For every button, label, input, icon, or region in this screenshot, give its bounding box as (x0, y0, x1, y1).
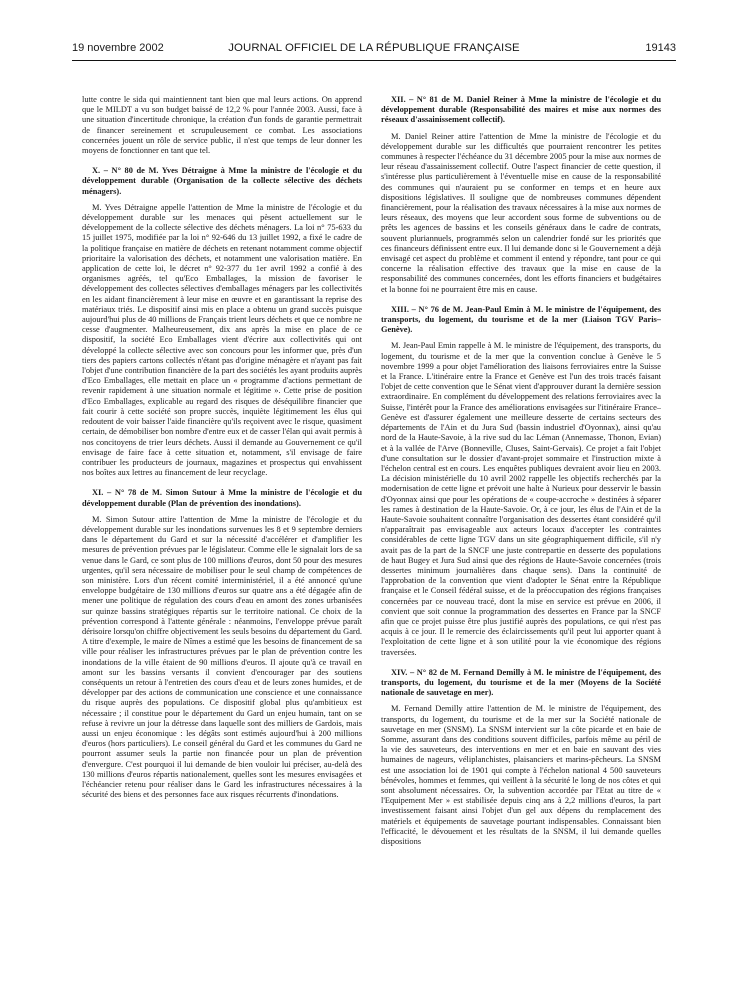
header-title: JOURNAL OFFICIEL DE LA RÉPUBLIQUE FRANÇAISE (228, 42, 520, 54)
question-81-heading: XII. – N° 81 de M. Daniel Reiner à Mme la ministre de l'écologie et du développement durable (Responsabilité des maires et mise aux normes des réseaux d'assainissement collectif). (381, 95, 661, 125)
question-81-text: M. Daniel Reiner attire l'attention de Mme la ministre de l'écologie et du développement durable sur les difficultés que pourraient rencontrer les petites communes à respecter l'échéance du 31 décembre 2005 pour la mise aux normes de leur réseau d'assainissement collectif. Outre l'aspect financier de cette question, il s'intéresse plus particulièrement à l'éventuelle mise en cause de la responsabilité des communes qui n'auraient pu se conformer en temps et en heure aux dispositions législatives. Il souligne que de nombreuses communes dépendent financièrement, pour la réalisation des travaux nécessaires à la mise aux normes de leurs réseaux, des moyens que leur accordent sous forme de subventions ou de prêts les agences de bassins et les conseils généraux dans le cadre de contrats, souvent pluriannuels, programmés selon un calendrier fondé sur les priorités que ces financeurs définissent entre eux. Il lui demande donc si le Gouvernement a déjà envisagé cet aspect du problème et comment il entend y répondre, tant pour ce qui concerne la réalisation effective des travaux que la mise en cause de la responsabilité des communes concernées, dont les efforts financiers et budgétaires et la bonne foi ne pourraient être mis en cause. (381, 131, 661, 294)
left-column (82, 95, 362, 800)
continued-paragraph: lutte contre le sida qui maintiennent tant bien que mal leurs actions. On apprend que le MILDT a vu son budget baissé de 12,2 % pour l'année 2003. Aussi, face à une situation d'incertitude chronique, la création d'un fonds de garantie permettrait de financer sereinement et scrupuleusement ce combat. Les associations concernées jouent un rôle de service public, il n'est que temps de leur donner les moyens de fonctionner en tant que tel. (82, 95, 362, 156)
question-82-text: M. Fernand Demilly attire l'attention de M. le ministre de l'équipement, des transports, du logement, du tourisme et de la mer sur la Société nationale de sauvetage en mer (SNSM). La SNSM intervient sur la côte picarde et en baie de Somme, assurant dans des conditions souvent difficiles, parfois même au péril de la vie des sauveteurs, des interventions en mer et en baie en sauvant des vies humaines de nageurs, véliplanchistes, plaisanciers et marins-pêcheurs. La SNSM est une association loi de 1901 qui compte à l'échelon national 4 500 sauveteurs bénévoles, hommes et femmes, qui veillent à la sécurité le long de nos côtes et qui sont absolument nécessaires. Or, la subvention accordée par l'Etat au titre de « l'Equipement Mer » est stabilisée depuis cinq ans à 2,2 millions d'euros, la part investissement faisant ainsi l'objet d'un gel aux dépens du remplacement des matériels et équipements de sauvetage pourtant indispensables. Connaissant bien l'efficacité, le dévouement et les résultats de la SNSM, il lui demande quelles dispositions (381, 704, 661, 847)
question-78-heading: XI. – N° 78 de M. Simon Sutour à Mme la ministre de l'écologie et du développement durable (Plan de prévention des inondations). (82, 488, 362, 508)
header-date: 19 novembre 2002 (72, 42, 164, 54)
question-76-heading: XIII. – N° 76 de M. Jean-Paul Emin à M. le ministre de l'équipement, des transports, du logement, du tourisme et de la mer (Liaison TGV Paris–Genève). (381, 304, 661, 335)
question-82-heading: XIV. – N° 82 de M. Fernand Demilly à M. le ministre de l'équipement, des transports, du logement, du tourisme et de la mer (Moyens de la Société nationale de sauvetage en mer). (381, 667, 661, 698)
question-80-text: M. Yves Détraigne appelle l'attention de Mme la ministre de l'écologie et du développement durable sur les menaces qui pèsent actuellement sur le développement de la collecte sélective des déchets ménagers. La loi n° 75-633 du 15 juillet 1975, modifiée par la loi n° 92-646 du 13 juillet 1992, a fixé le cadre de la politique française en matière de déchets en retenant notamment comme objectif prioritaire la valorisation des déchets, et notamment une valorisation matière. En application de cette loi, le décret n° 92-377 du 1er avril 1992 a confié à des organismes agréés, tel qu'Eco Emballages, la mission de favoriser le développement des collectes sélectives d'emballages ménagers par les collectivités en les aidant financièrement à leur mise en œuvre et en garantissant la reprise des matériaux triés. Le dispositif ainsi mis en place a obtenu un grand succès puisque aujourd'hui plus de 40 millions de Français trient leurs déchets et que ce nombre ne cesse d'augmenter. Malheureusement, dix ans après la mise en place de ce dispositif, la société Eco Emballages vient d'écrire aux collectivités qui ont développé la collecte sélective avec son concours pour les informer que, près d'un tiers des papiers cartons collectés n'étant pas d'origine ménagère et n'ayant pas fait l'objet d'une contribution financière de la part des sociétés les ayant produits auprès d'Eco Emballages, elle mettait en place un « programme d'actions permettant de revenir rapidement à une situation normale et légitime ». Cette prise de position d'Eco Emballages, explicable au regard des risques de déséquilibre financier que fait courir à cette société son propre succès, inquiète légitimement les élus qui redoutent de voir baisser l'aide financière qu'ils reçoivent avec le risque, quasiment certain, de démobiliser bon nombre d'entre eux et de casser l'élan qui avait permis à nos concitoyens de trier leurs déchets. Aussi il demande au Gouvernement ce qu'il envisage de faire face à cette situation et, notamment, s'il envisage de faire contribuer les producteurs de journaux, magazines et prospectus qui envahissent nos boîtes aux lettres au financement de leur recyclage. (82, 202, 362, 478)
header-page-number: 19143 (645, 42, 676, 54)
question-80-heading: X. – N° 80 de M. Yves Détraigne à Mme la ministre de l'écologie et du développement durable (Organisation de la collecte sélective des déchets ménagers). (82, 166, 362, 196)
question-76-text: M. Jean-Paul Emin rappelle à M. le ministre de l'équipement, des transports, du logement, du tourisme et de la mer que la convention conclue à Genève le 5 novembre 1999 a pour objet l'amélioration des liaisons ferroviaires entre la Suisse et la France. L'itinéraire entre la France et Genève est l'un des trois tracés faisant l'objet de cette convention que le Sénat vient d'approuver durant la dernière session extraordinaire. En complément du développement des relations ferroviaires avec la Suisse, l'intérêt pour la France des améliorations envisagées sur l'itinéraire France–Genève est d'assurer également une meilleure desserte de certains secteurs des départements de l'Ain et du Jura Sud (bassin industriel d'Oyonnax), ainsi qu'au nord de la Haute-Savoie, à la rive sud du lac Léman (Annemasse, Thonon, Evian) et à la vallée de l'Arve (Bonneville, Cluses, Saint-Gervais). Ce projet a fait l'objet d'une consultation sur le dossier d'avant-projet sommaire et l'instruction mixte à l'échelon central est en cours. Les enquêtes publiques devraient avoir lieu en 2003. La décision ministérielle du 10 avril 2002 rappelle les objectifs recherchés par la modernisation de cette ligne et prévoit une halte à Nurieux pour desservir le bassin d'Oyonnax ainsi que pour les opérations de « coupe-accroche » destinées à séparer les rames à destination de la Haute-Savoie. Or, à ce jour, les élus de l'Ain et de la Haute-Savoie souhaitent connaître l'organisation des dessertes étant considéré qu'il n'apparaîtrait pas envisageable aux acteurs locaux d'accepter les contraintes considérables de cette ligne TGV dans un site géographiquement difficile, s'il n'y avait pas de la part de la SNCF une juste contrepartie en desserte des populations de haut Bugey et Jura Sud ainsi que des régions de Haute-Savoie concernées (trois dessertes minimum journalières dans chaque sens). Dans la continuité de l'approbation de la convention que vient d'adopter le Sénat entre la République française et le Conseil fédéral suisse, et de la préoccupation des régions françaises concernées par ce nouveau tracé, dont la mise en service est prévue en 2006, il convient que soit connue la programmation des dessertes en France par la SNCF afin que ce projet puisse être plus justifié auprès des populations, ce qui n'est pas acquis à ce jour. Il le remercie des éclaircissements qu'il peut lui apporter quant à l'exploitation de cette ligne et à son utilité pour la vie économique des régions traversées. (381, 341, 661, 657)
right-column (381, 95, 661, 847)
page-header (72, 42, 676, 60)
question-78-text: M. Simon Sutour attire l'attention de Mme la ministre de l'écologie et du développement durable sur les inondations survenues les 8 et 9 septembre derniers dans le département du Gard et sur la nécessité d'accélérer et d'amplifier les mesures de prévention prévues par le législateur. Comme elle le signalait lors de sa venue dans le Gard, ce sont plus de 100 millions d'euros, dont 50 pour des mesures urgentes, qu'il sera nécessaire de mobiliser pour le seul champ de compétences de son ministère. Lors d'un récent comité interministériel, il a été annoncé qu'une enveloppe budgétaire de 130 millions d'euros sur quatre ans a été dégagée afin de mener une politique de régulation des cours d'eau en amont des zones urbanisées sur quinze bassins stratégiques répartis sur le territoire national. Ce choix de la prévention correspond à l'attente générale : néanmoins, l'enveloppe prévue paraît dérisoire lorsqu'on chiffre objectivement les seuls besoins du département du Gard. A titre d'exemple, le maire de Nîmes a estimé que les besoins de financement de sa ville pour réaliser les infrastructures prévues par le plan de prévention contre les inondations de la ville étaient de 90 millions d'euros. Il ajoute qu'à ce travail en amont sur les bassins versants il convient d'encourager par des soutiens conséquents un retour à l'entretien des cours d'eau et de leurs zones humides, et de développer par des actions de communication une conscience et une connaissance du risque auprès des populations. Ce dispositif global plus qu'ambitieux est nécessaire ; il constitue pour le département du Gard un enjeu humain, tant on se refuse à revivre un jour la détresse dans laquelle sont des milliers de Gardois, mais aussi un enjeu économique : les dégâts sont estimés aujourd'hui à 200 millions d'euros (hors particuliers). Le conseil général du Gard et les communes du Gard ne pourront assumer seuls la partie non financée pour un plan de prévention d'envergure. C'est pourquoi il lui demande de bien vouloir lui préciser, au-delà des 130 millions d'euros répartis nationalement, quelles sont les mesures envisagées et l'échéancier retenu pour réaliser dans le Gard les infrastructures nécessaires à la sécurité des biens et des personnes face aux risques récurrents d'inondations. (82, 514, 362, 800)
header-rule (72, 60, 676, 61)
